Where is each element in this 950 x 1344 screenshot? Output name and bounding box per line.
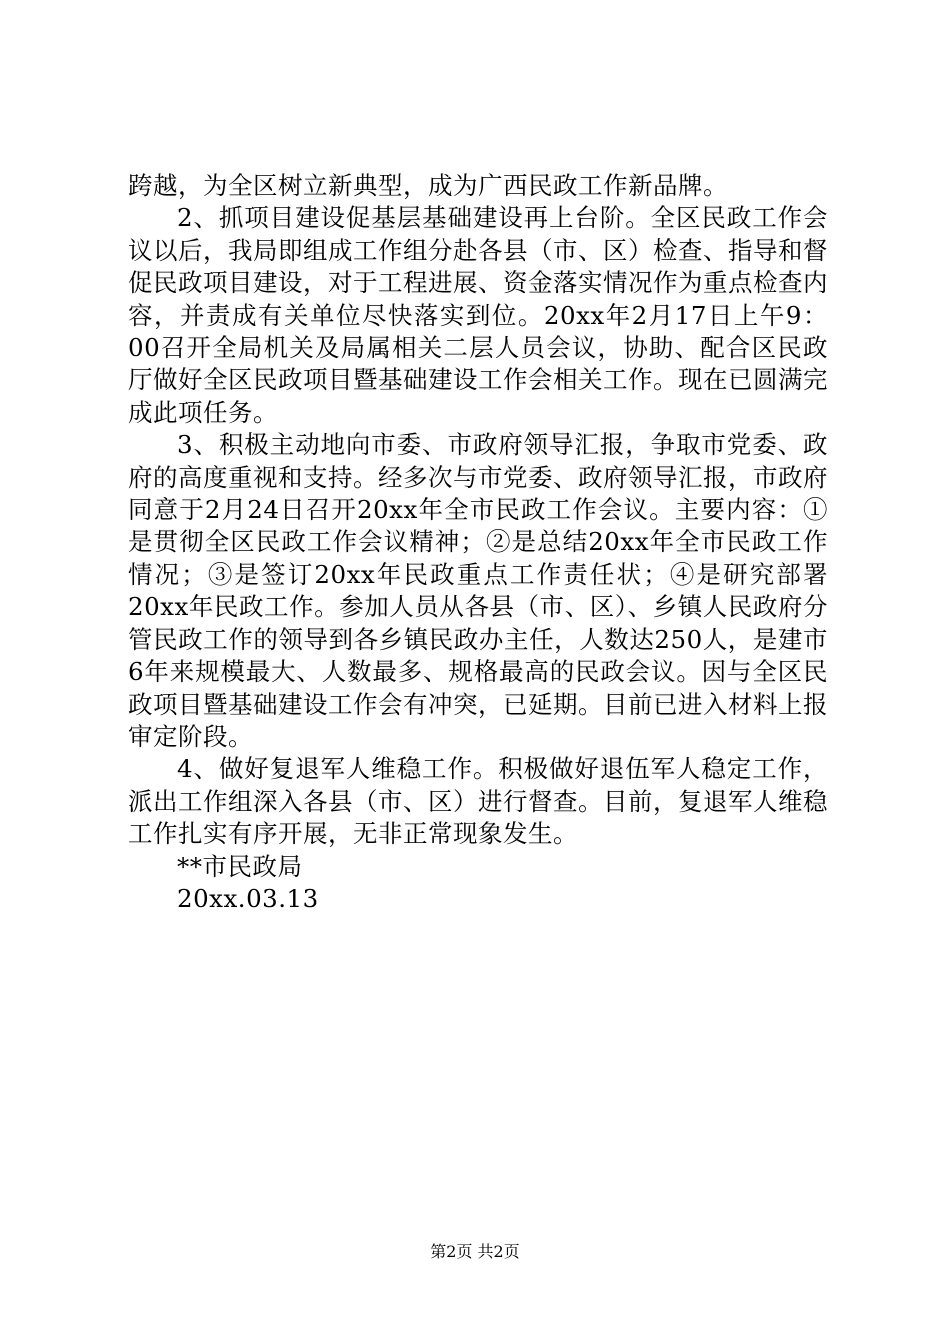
paragraph-item-3: 3、积极主动地向市委、市政府领导汇报，争取市党委、政府的高度重视和支持。经多次与市党委、政府领导汇报，市政府同意于2月24日召开20xx年全市民政工作会议。主要内容：①是贯彻全区民政工作会议精神；②是总结20xx年全市民政工作情况；③是签订20xx年民政重点工作责任状；④是研究部署20xx年民政工作。参加人员从各县（市、区）、乡镇人民政府分管民政工作的领导到各乡镇民政办主任，人数达250人，是建市6年来规模最大、人数最多、规格最高的民政会议。因与全区民政项目暨基础建设工作会有冲突，已延期。目前已进入材料上报审定阶段。: [128, 430, 828, 751]
paragraph-item-4: 4、做好复退军人维稳工作。积极做好退伍军人稳定工作，派出工作组深入各县（市、区）进行督查。目前，复退军人维稳工作扎实有序开展，无非正常现象发生。: [128, 754, 828, 849]
page-number: 第2页 共2页: [430, 1242, 520, 1261]
paragraph-continuation: 跨越，为全区树立新典型，成为广西民政工作新品牌。: [128, 171, 728, 200]
page-footer: [0, 1242, 950, 1262]
document-body: [128, 170, 828, 915]
paragraph-item-2: 2、抓项目建设促基层基础建设再上台阶。全区民政工作会议以后，我局即组成工作组分赴各县（市、区）检查、指导和督促民政项目建设，对于工程进展、资金落实情况作为重点检查内容，并责成有关单位尽快落实到位。20xx年2月17日上午9：00召开全局机关及局属相关二层人员会议，协助、配合区民政厅做好全区民政项目暨基础建设工作会相关工作。现在已圆满完成此项任务。: [128, 203, 828, 427]
signature-date: 20xx.03.13: [177, 883, 319, 913]
signature-organization: **市民政局: [177, 851, 303, 881]
